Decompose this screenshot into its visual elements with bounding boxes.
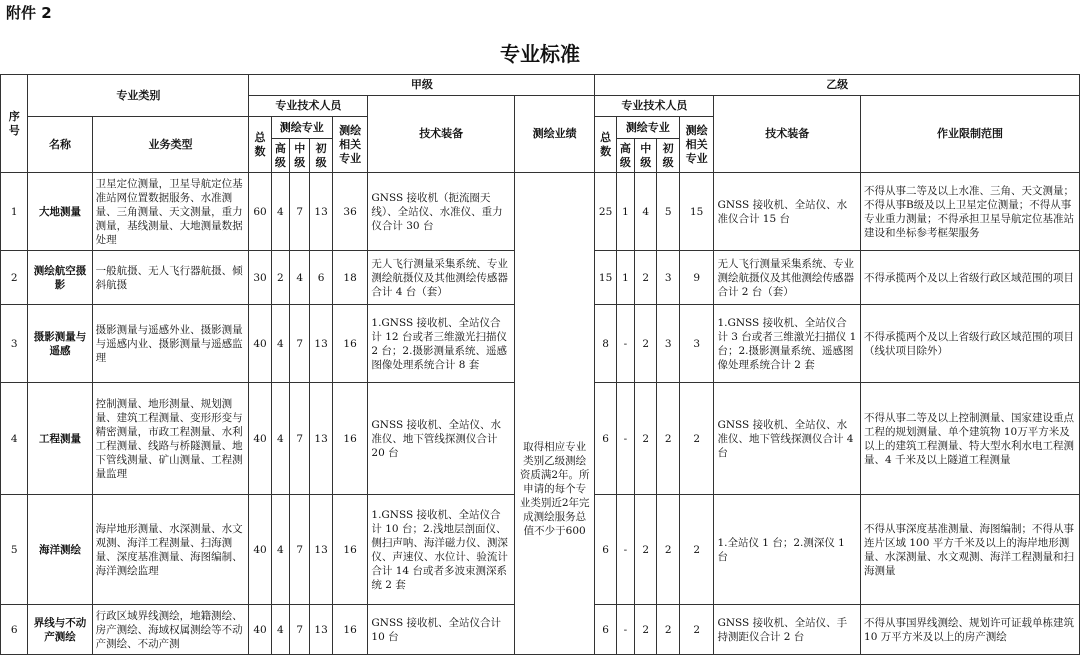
a-related: 16 [332,495,368,605]
b-total: 8 [595,305,616,383]
a-middle: 7 [290,305,310,383]
b-scope: 不得从事二等及以上水准、三角、天文测量；不得从事B级及以上卫星定位测量；不得从事专业重力测量；不得承担卫星导航定位基准站建设和坐标参考框架服务 [861,173,1080,251]
header-a-staff: 专业技术人员 [249,96,368,117]
b-scope: 不得从事二等及以上控制测量、国家建设重点工程的规划测量、单个建筑物 10万平方米及以上的建筑工程测量、特大型水利水电工程测量、4 千米及以上隧道工程测量 [861,383,1080,495]
header-b-staff: 专业技术人员 [595,96,714,117]
a-related: 16 [332,605,368,655]
b-middle: 4 [635,173,657,251]
row-business: 摄影测量与遥感外业、摄影测量与遥感内业、摄影测量与遥感监理 [92,305,249,383]
a-total: 40 [249,305,271,383]
header-b-survey-major: 测绘专业 [616,117,679,139]
header-business: 业务类型 [92,117,249,173]
a-equipment: 无人飞行测量采集系统、专业测绘航摄仪及其他测绘传感器合计 4 台（套） [368,251,515,305]
row-business: 卫星定位测量，卫星导航定位基准站网位置数据服务、水准测量、三角测量、天文测量，重力测量，基线测量、大地测量数据处理 [92,173,249,251]
a-total: 40 [249,495,271,605]
row-name: 界线与不动产测绘 [28,605,92,655]
a-senior: 4 [271,605,289,655]
b-senior: - [616,495,634,605]
a-equipment: 1.GNSS 接收机、全站仪合计 10 台；2.浅地层剖面仪、侧扫声呐、海洋磁力仪、测深仪、声速仪、水位计、验流计合计 14 台或者多波束测深系统 2 套 [368,495,515,605]
a-total: 60 [249,173,271,251]
a-middle: 7 [290,383,310,495]
a-junior: 13 [310,495,332,605]
a-middle: 7 [290,495,310,605]
b-related: 15 [679,173,714,251]
b-junior: 2 [657,495,679,605]
header-a-middle: 中级 [290,139,310,173]
header-b-middle: 中级 [635,139,657,173]
a-junior: 13 [310,605,332,655]
attachment-label: 附件 2 [6,4,52,22]
b-junior: 2 [657,605,679,655]
header-a-survey-major: 测绘专业 [271,117,332,139]
header-a-senior: 高级 [271,139,289,173]
a-middle: 4 [290,251,310,305]
row-name: 工程测量 [28,383,92,495]
b-middle: 2 [635,495,657,605]
row-business: 行政区域界线测绘，地籍测绘、房产测绘、海域权属测绘等不动产测绘、不动产测 [92,605,249,655]
b-equipment: 1.GNSS 接收机、全站仪合计 3 台或者三维激光扫描仪 1 台；2.摄影测量系统、遥感图像处理系统合计 2 套 [714,305,861,383]
b-senior: - [616,605,634,655]
b-senior: 1 [616,251,634,305]
b-equipment: GNSS 接收机、全站仪、手持测距仪合计 2 台 [714,605,861,655]
b-related: 3 [679,305,714,383]
header-seq: 序号 [1,75,28,173]
a-equipment: GNSS 接收机、全站仪、水准仪、地下管线探测仪合计 20 台 [368,383,515,495]
header-grade-b: 乙级 [595,75,1080,96]
b-total: 15 [595,251,616,305]
header-b-related: 测绘相关专业 [679,117,714,173]
b-scope: 不得从事国界线测绘、规划许可证载单栋建筑 10 万平方米及以上的房产测绘 [861,605,1080,655]
header-a-junior: 初级 [310,139,332,173]
b-junior: 3 [657,305,679,383]
b-senior: 1 [616,173,634,251]
row-business: 控制测量、地形测量、规划测量、建筑工程测量、变形形变与精密测量，市政工程测量、水利工程测量、线路与桥隧测量、地下管线测量、矿山测量、工程测量监理 [92,383,249,495]
header-a-related: 测绘相关专业 [332,117,368,173]
header-a-total: 总数 [249,117,271,173]
header-grade-a: 甲级 [249,75,595,96]
a-total: 40 [249,605,271,655]
b-junior: 3 [657,251,679,305]
b-related: 2 [679,605,714,655]
row-no: 4 [1,383,28,495]
a-senior: 2 [271,251,289,305]
b-related: 2 [679,495,714,605]
b-scope: 不得承揽两个及以上省级行政区域范围的项目（线状项目除外） [861,305,1080,383]
row-no: 1 [1,173,28,251]
a-senior: 4 [271,495,289,605]
b-middle: 2 [635,383,657,495]
b-total: 6 [595,605,616,655]
b-middle: 2 [635,251,657,305]
a-related: 36 [332,173,368,251]
a-total: 30 [249,251,271,305]
b-equipment: 1.全站仪 1 台；2.测深仪 1 台 [714,495,861,605]
b-total: 6 [595,383,616,495]
standards-table [0,74,1080,655]
b-middle: 2 [635,605,657,655]
a-junior: 6 [310,251,332,305]
a-equipment: GNSS 接收机、全站仪合计 10 台 [368,605,515,655]
b-related: 2 [679,383,714,495]
a-senior: 4 [271,173,289,251]
row-business: 海岸地形测量、水深测量、水文观测、海洋工程测量、扫海测量、深度基准测量、海图编制、海洋测绘监理 [92,495,249,605]
header-a-equipment: 技术装备 [368,96,515,173]
achievement-cell: 取得相应专业类别乙级测绘资质满2年。所申请的每个专业类别近2年完成测绘服务总值不少于600 [514,173,594,655]
row-no: 2 [1,251,28,305]
a-senior: 4 [271,383,289,495]
b-senior: - [616,383,634,495]
header-b-total: 总数 [595,117,616,173]
row-name: 测绘航空摄影 [28,251,92,305]
header-name: 名称 [28,117,92,173]
a-equipment: 1.GNSS 接收机、全站仪合计 12 台或者三维激光扫描仪 2 台；2.摄影测量系统、遥感图像处理系统合计 8 套 [368,305,515,383]
b-scope: 不得从事深度基准测量、海图编制；不得从事连片区域 100 平方千米及以上的海岸地形测量、水深测量、水文观测、海洋工程测量和扫海测量 [861,495,1080,605]
table-row [1,173,1080,251]
b-equipment: GNSS 接收机、全站仪、水准仪、地下管线探测仪合计 4 台 [714,383,861,495]
row-business: 一般航摄、无人飞行器航摄、倾斜航摄 [92,251,249,305]
header-b-equipment: 技术装备 [714,96,861,173]
b-senior: - [616,305,634,383]
row-name: 海洋测绘 [28,495,92,605]
b-junior: 5 [657,173,679,251]
a-senior: 4 [271,305,289,383]
b-total: 25 [595,173,616,251]
header-b-junior: 初级 [657,139,679,173]
a-middle: 7 [290,173,310,251]
b-equipment: GNSS 接收机、全站仪、水准仪合计 15 台 [714,173,861,251]
b-junior: 2 [657,383,679,495]
header-scope: 作业限制范围 [861,96,1080,173]
page-title: 专业标准 [500,42,580,66]
b-scope: 不得承揽两个及以上省级行政区域范围的项目 [861,251,1080,305]
header-achievement: 测绘业绩 [514,96,594,173]
a-junior: 13 [310,305,332,383]
row-no: 5 [1,495,28,605]
a-equipment: GNSS 接收机（扼流圈天线）、全站仪、水准仪、重力仪合计 30 台 [368,173,515,251]
b-equipment: 无人飞行测量采集系统、专业测绘航摄仪及其他测绘传感器合计 2 台（套） [714,251,861,305]
b-total: 6 [595,495,616,605]
row-name: 大地测量 [28,173,92,251]
row-no: 3 [1,305,28,383]
b-related: 9 [679,251,714,305]
row-no: 6 [1,605,28,655]
header-category: 专业类别 [28,75,249,117]
a-middle: 7 [290,605,310,655]
a-related: 16 [332,305,368,383]
a-junior: 13 [310,383,332,495]
row-name: 摄影测量与遥感 [28,305,92,383]
a-junior: 13 [310,173,332,251]
a-related: 18 [332,251,368,305]
a-related: 16 [332,383,368,495]
a-total: 40 [249,383,271,495]
header-b-senior: 高级 [616,139,634,173]
b-middle: 2 [635,305,657,383]
